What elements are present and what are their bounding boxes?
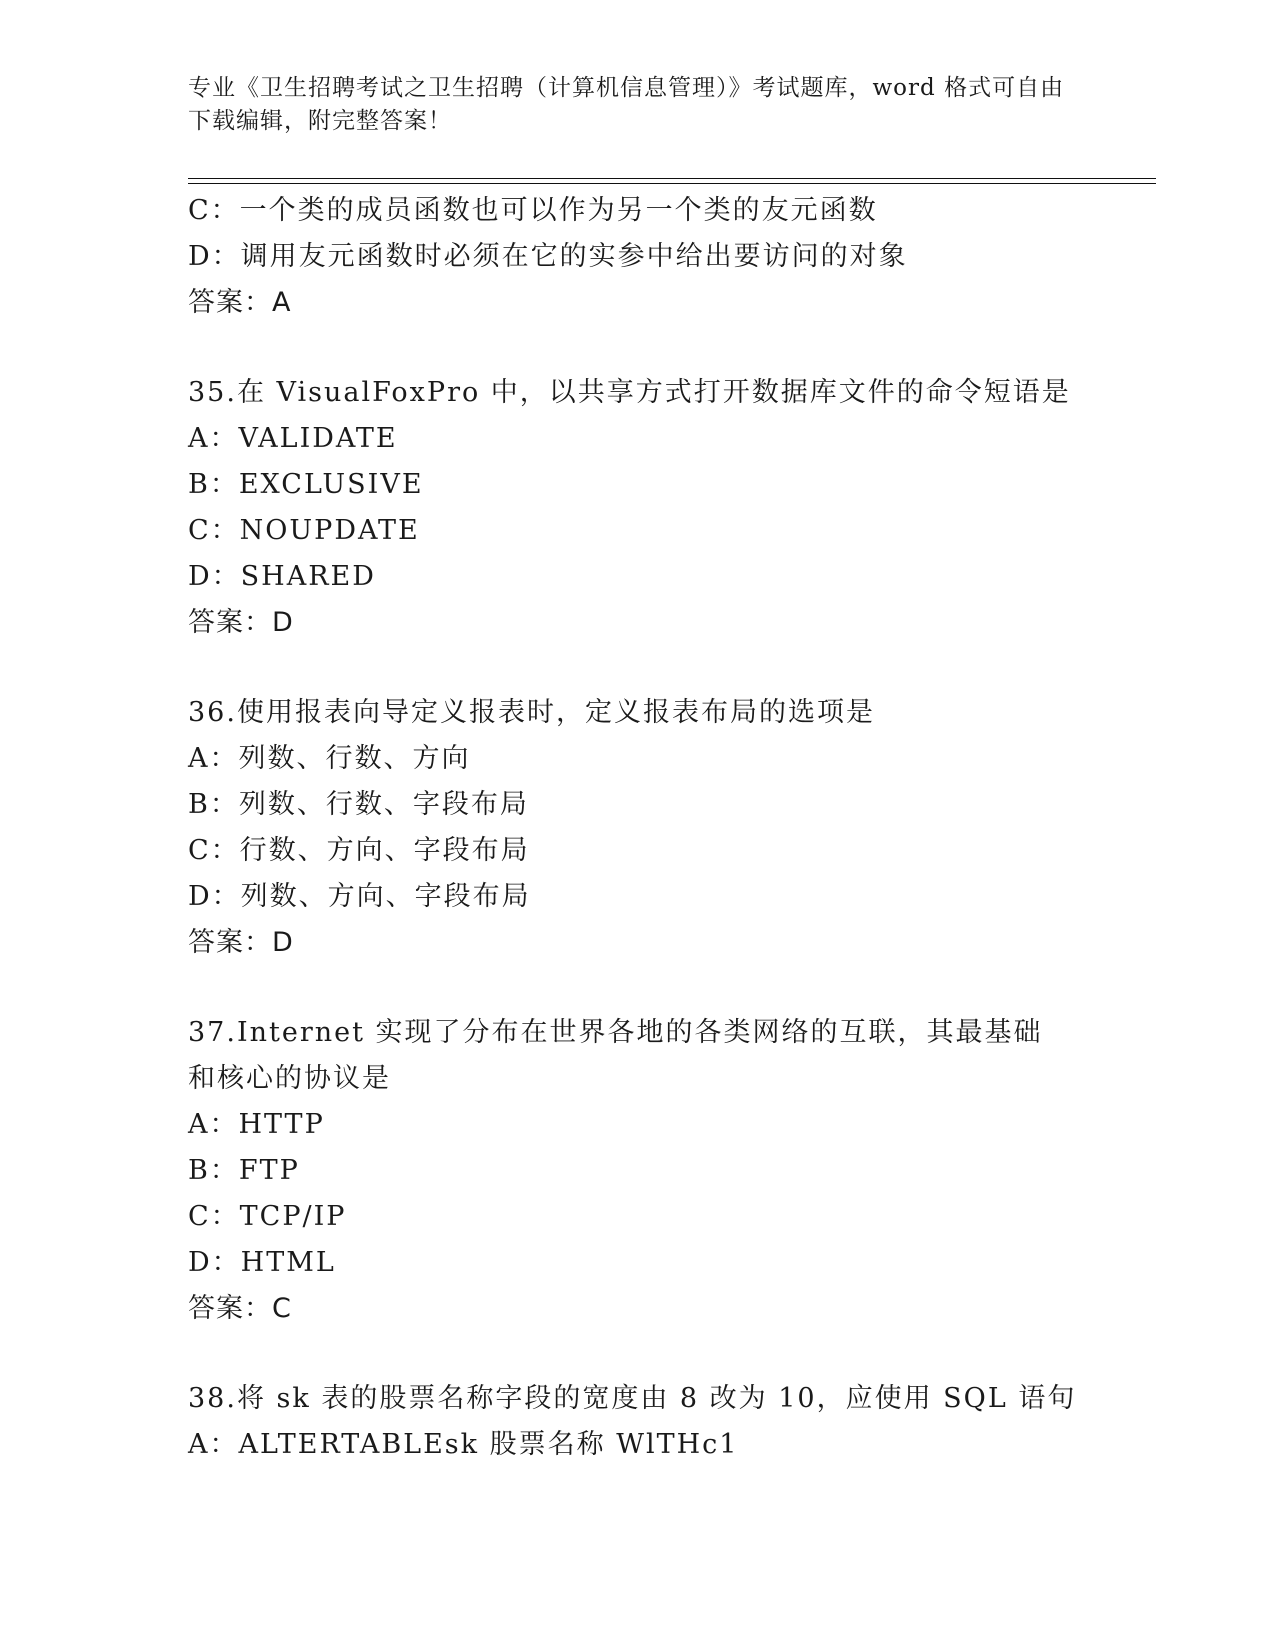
question-list — [188, 188, 1088, 1468]
option-c: C：一个类的成员函数也可以作为另一个类的友元函数 — [188, 195, 878, 226]
question-stem: 38.将 sk 表的股票名称字段的宽度由 8 改为 10，应使用 SQL 语句 — [188, 1383, 1077, 1414]
question-stem: 36.使用报表向导定义报表时，定义报表布局的选项是 — [188, 697, 875, 728]
answer-line: 答案：C — [188, 1293, 292, 1324]
option-c: C：NOUPDATE — [188, 515, 420, 546]
question-stem: 37.Internet 实现了分布在世界各地的各类网络的互联，其最基础和核心的协议是 — [188, 1017, 1043, 1094]
option-a: A：HTTP — [188, 1109, 325, 1140]
option-d: D：HTML — [188, 1247, 336, 1278]
option-b: B：列数、行数、字段布局 — [188, 789, 529, 820]
option-c: C：行数、方向、字段布局 — [188, 835, 530, 866]
option-a: A：VALIDATE — [188, 423, 398, 454]
question-36 — [188, 690, 1088, 966]
option-b: B：FTP — [188, 1155, 300, 1186]
option-d: D：调用友元函数时必须在它的实参中给出要访问的对象 — [188, 241, 908, 272]
answer-line: 答案：A — [188, 287, 292, 318]
answer-line: 答案：D — [188, 927, 294, 958]
answer-line: 答案：D — [188, 607, 294, 638]
option-c: C：TCP/IP — [188, 1201, 347, 1232]
question-35 — [188, 370, 1088, 646]
header-rule-top — [188, 178, 1156, 179]
question-38 — [188, 1376, 1088, 1468]
question-stem: 35.在 VisualFoxPro 中，以共享方式打开数据库文件的命令短语是 — [188, 377, 1071, 408]
header-rule-bottom — [188, 183, 1156, 184]
document-header: 专业《卫生招聘考试之卫生招聘（计算机信息管理）》考试题库，word 格式可自由下载编辑，附完整答案！ — [188, 75, 1065, 134]
option-a: A：列数、行数、方向 — [188, 743, 471, 774]
option-d: D：列数、方向、字段布局 — [188, 881, 531, 912]
option-b: B：EXCLUSIVE — [188, 469, 424, 500]
option-a: A：ALTERTABLEsk 股票名称 WlTHc1 — [188, 1429, 739, 1460]
question-34-continued — [188, 188, 1088, 326]
option-d: D：SHARED — [188, 561, 376, 592]
question-37 — [188, 1010, 1088, 1332]
